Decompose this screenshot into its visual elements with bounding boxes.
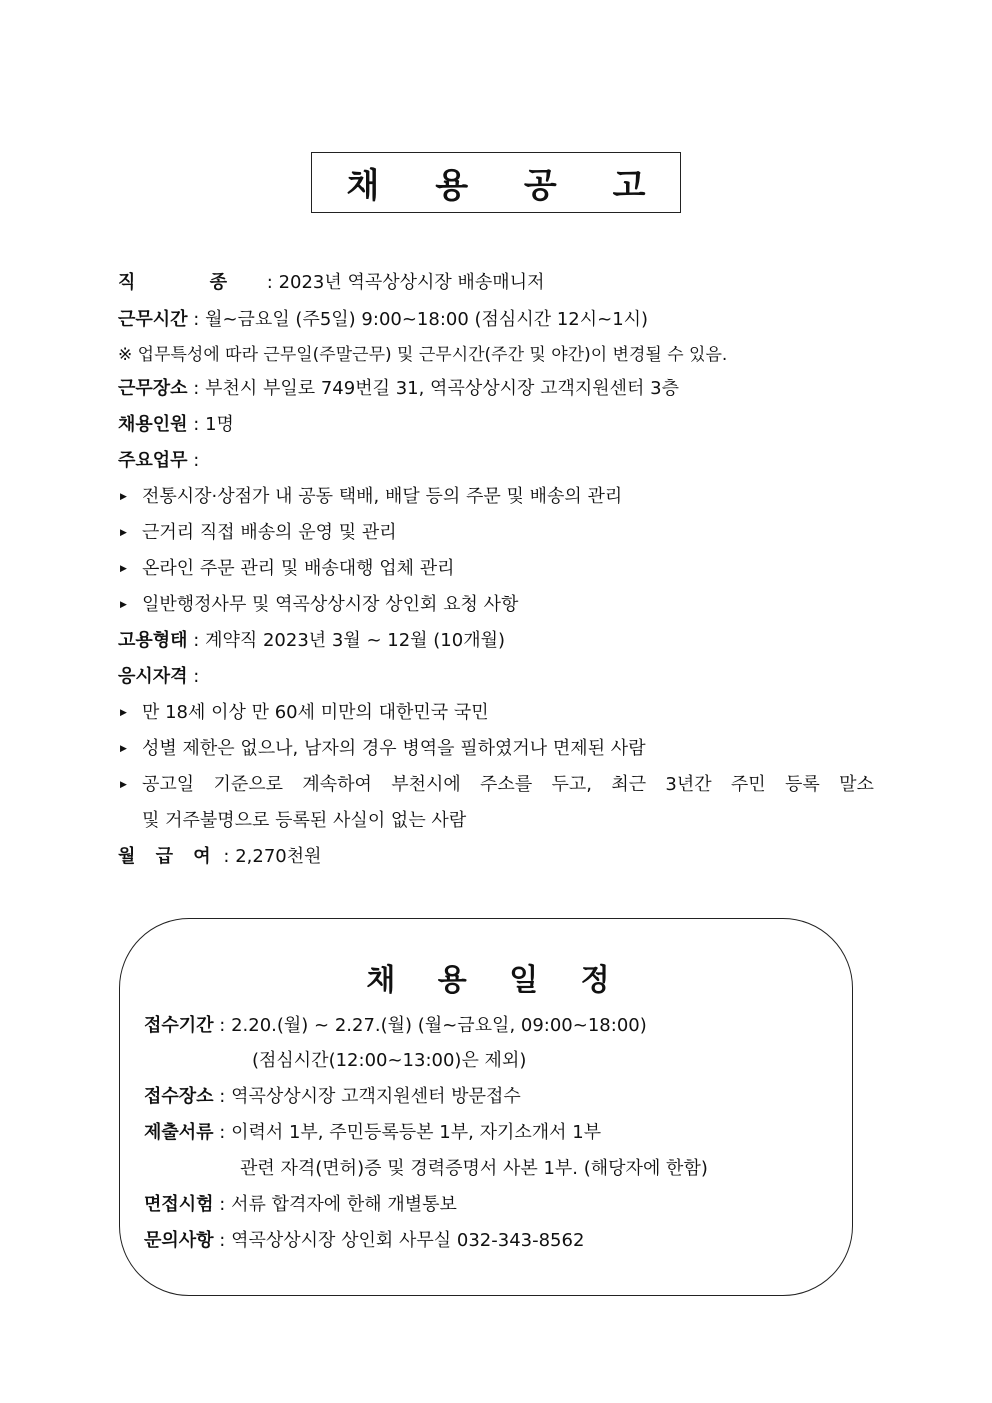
sep: : <box>213 1086 232 1107</box>
period-label: 접수기간 <box>144 1015 214 1036</box>
sep: : <box>187 450 200 471</box>
sep: : <box>187 630 206 651</box>
place-row <box>144 1084 521 1110</box>
word: 3년간 <box>665 774 712 795</box>
period-row <box>144 1013 647 1039</box>
employment-type-value: 계약직 2023년 3월 ~ 12월 (10개월) <box>205 630 505 651</box>
headcount-value: 1명 <box>205 414 234 435</box>
bullet-icon: ▶ <box>120 564 127 574</box>
work-place-row <box>118 376 679 402</box>
sep: : <box>187 414 206 435</box>
interview-row <box>144 1192 457 1218</box>
job-type-label: 직 종 <box>118 272 262 293</box>
bullet-icon: ▶ <box>120 780 127 790</box>
word: 주소를 <box>480 774 533 795</box>
period-value: 2.20.(월) ~ 2.27.(월) (월~금요일, 09:00~18:00) <box>231 1015 647 1036</box>
sep: : <box>213 1122 232 1143</box>
qualification-item-3-line-2: 및 거주불명으로 등록된 사실이 없는 사람 <box>142 810 467 831</box>
main-duties-label: 주요업무 <box>118 450 188 471</box>
place-label: 접수장소 <box>144 1086 214 1107</box>
qualifications-label: 응시자격 <box>118 666 188 687</box>
interview-value: 서류 합격자에 한해 개별통보 <box>231 1194 457 1215</box>
salary-value: 2,270천원 <box>235 846 322 867</box>
title-box <box>311 152 681 213</box>
work-place-value: 부천시 부일로 749번길 31, 역곡상상시장 고객지원센터 3층 <box>205 378 679 399</box>
qualifications-row <box>118 664 199 690</box>
word: 최근 <box>611 774 647 795</box>
sep: : <box>213 1230 232 1251</box>
headcount-label: 채용인원 <box>118 414 188 435</box>
sep: : <box>187 309 206 330</box>
qualification-item-3-line-1 <box>142 772 874 798</box>
page-title: 채 용 공 고 <box>346 166 668 206</box>
contact-value: 역곡상상시장 상인회 사무실 032-343-8562 <box>231 1230 585 1251</box>
period-note: (점심시간(12:00~13:00)은 제외) <box>252 1050 527 1071</box>
contact-label: 문의사항 <box>144 1230 214 1251</box>
sep: : <box>187 666 200 687</box>
sep: : <box>261 272 279 293</box>
word: 말소 <box>839 774 874 795</box>
duty-item: 근거리 직접 배송의 운영 및 관리 <box>142 522 397 543</box>
salary-row <box>118 844 322 870</box>
word: 두고, <box>551 774 593 795</box>
docs-label: 제출서류 <box>144 1122 214 1143</box>
bullet-icon: ▶ <box>120 600 127 610</box>
docs-row <box>144 1120 601 1146</box>
bullet-icon: ▶ <box>120 744 127 754</box>
sep: : <box>217 846 236 867</box>
word: 주민 <box>730 774 766 795</box>
employment-type-label: 고용형태 <box>118 630 188 651</box>
docs-value: 이력서 1부, 주민등록등본 1부, 자기소개서 1부 <box>231 1122 602 1143</box>
work-hours-note: ※ 업무특성에 따라 근무일(주말근무) 및 근무시간(주간 및 야간)이 변경될 수 있음. <box>118 345 728 365</box>
qualification-item: 성별 제한은 없으나, 남자의 경우 병역을 필하였거나 면제된 사람 <box>142 738 646 759</box>
qualification-item: 만 18세 이상 만 60세 미만의 대한민국 국민 <box>142 702 489 723</box>
bullet-icon: ▶ <box>120 492 127 502</box>
word: 등록 <box>785 774 820 795</box>
duty-item: 온라인 주문 관리 및 배송대행 업체 관리 <box>142 558 455 579</box>
job-type-row <box>118 270 544 296</box>
duty-item: 일반행정사무 및 역곡상상시장 상인회 요청 사항 <box>142 594 519 615</box>
schedule-title: 채 용 일 정 <box>366 963 626 998</box>
bullet-icon: ▶ <box>120 708 127 718</box>
sep: : <box>213 1015 232 1036</box>
employment-type-row <box>118 628 505 654</box>
salary-label: 월 급 여 <box>118 846 218 867</box>
duty-item: 전통시장·상점가 내 공동 택배, 배달 등의 주문 및 배송의 관리 <box>142 486 623 507</box>
headcount-row <box>118 412 234 438</box>
word: 공고일 <box>142 774 195 795</box>
job-type-value: 2023년 역곡상상시장 배송매니저 <box>278 272 545 293</box>
sep: : <box>187 378 206 399</box>
place-value: 역곡상상시장 고객지원센터 방문접수 <box>231 1086 521 1107</box>
work-hours-label: 근무시간 <box>118 309 188 330</box>
docs-note: 관련 자격(면허)증 및 경력증명서 사본 1부. (해당자에 한함) <box>240 1158 708 1179</box>
bullet-icon: ▶ <box>120 528 127 538</box>
word: 기준으로 <box>213 774 284 795</box>
main-duties-row <box>118 448 199 474</box>
work-hours-row <box>118 307 648 333</box>
contact-row <box>144 1228 584 1254</box>
sep: : <box>213 1194 232 1215</box>
word: 계속하여 <box>302 774 372 795</box>
word: 부천시에 <box>391 774 461 795</box>
work-place-label: 근무장소 <box>118 378 188 399</box>
interview-label: 면접시험 <box>144 1194 214 1215</box>
work-hours-value: 월~금요일 (주5일) 9:00~18:00 (점심시간 12시~1시) <box>205 309 649 330</box>
